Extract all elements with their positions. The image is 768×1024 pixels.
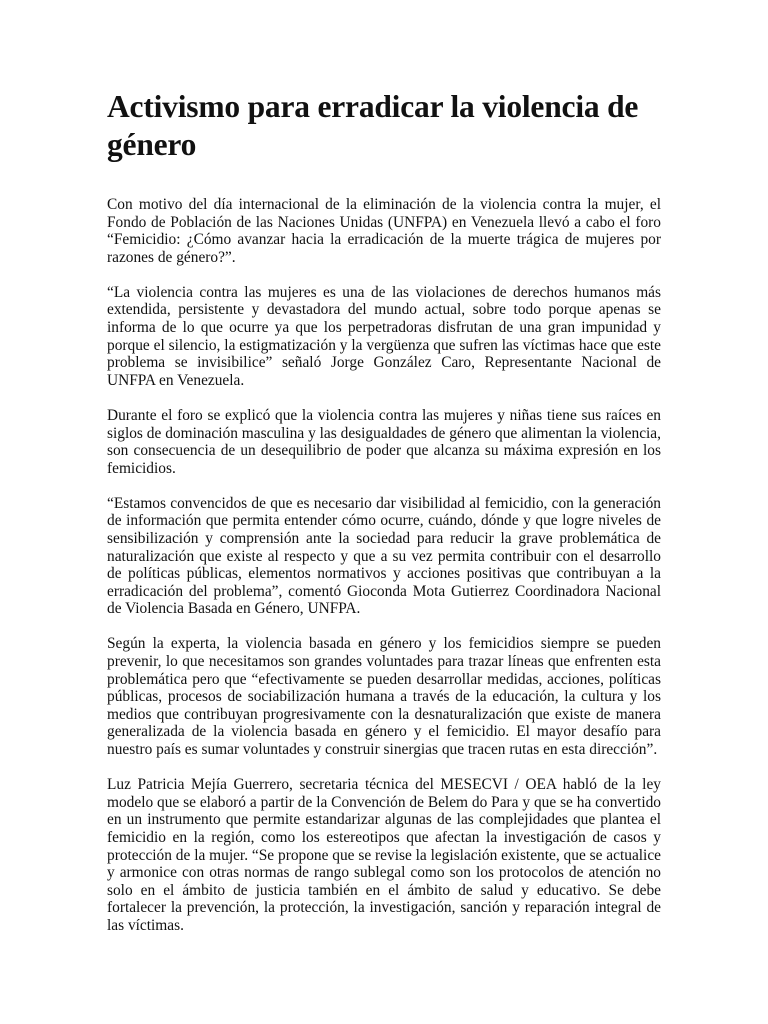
paragraph-1: Con motivo del día internacional de la eliminación de la violencia contra la mujer, el Fondo de Población de las Naciones Unidas (UNFPA) en Venezuela llevó a cabo el foro “Femicidio: ¿Cómo avanzar hacia la erradicación de la muerte trágica de mujeres por razones de género?”. xyxy=(107,196,661,266)
paragraph-3: Durante el foro se explicó que la violencia contra las mujeres y niñas tiene sus raíces en siglos de dominación masculina y las desigualdades de género que alimentan la violencia, son consecuencia de un desequilibrio de poder que alcanza su máxima expresión en los femicidios. xyxy=(107,406,661,477)
paragraph-6: Luz Patricia Mejía Guerrero, secretaria técnica del MESECVI / OEA habló de la ley modelo que se elaboró a partir de la Convención de Belem do Para y que se ha convertido en un instrumento que permite estandarizar algunas de las complejidades que plantea el femicidio en la región, como los estereotipos que afectan la investigación de casos y protección de la mujer. “Se propone que se revise la legislación existente, que se actualice y armonice con otras normas de rango sublegal como son los protocolos de atención no solo en el ámbito de justicia también en el ámbito de salud y educativo. Se debe fortalecer la prevención, la protección, la investigación, sanción y reparación integral de las víctimas. xyxy=(107,776,661,934)
document-title: Activismo para erradicar la violencia de género xyxy=(107,89,639,162)
paragraph-4: “Estamos convencidos de que es necesario dar visibilidad al femicidio, con la generación de información que permita entender cómo ocurre, cuándo, dónde y que logre niveles de sensibilización y comprensión ante la sociedad para reducir la grave problemática de naturalización que existe al respecto y que a su vez permita contribuir con el desarrollo de políticas públicas, elementos normativos y acciones positivas que contribuyan a la erradicación del problema”, comentó Gioconda Mota Gutierrez Coordinadora Nacional de Violencia Basada en Género, UNFPA. xyxy=(107,494,661,618)
paragraph-5: Según la experta, la violencia basada en género y los femicidios siempre se pueden prevenir, lo que necesitamos son grandes voluntades para trazar líneas que enfrenten esta problemática pero que “efectivamente se pueden desarrollar medidas, acciones, políticas públicas, procesos de sociabilización humana a través de la educación, la cultura y los medios que contribuyan progresivamente con la desnaturalización que existe de manera generalizada de la violencia basada en género y el femicidio. El mayor desafío para nuestro país es sumar voluntades y construir sinergias que tracen rutas en esta dirección”. xyxy=(107,635,661,759)
document-body xyxy=(107,196,661,934)
document-page xyxy=(107,0,661,952)
paragraph-2: “La violencia contra las mujeres es una de las violaciones de derechos humanos más extendida, persistente y devastadora del mundo actual, sobre todo porque apenas se informa de lo que ocurre ya que los perpetradoras disfrutan de una gran impunidad y porque el silencio, la estigmatización y la vergüenza que sufren las víctimas hace que este problema se invisibilice” señaló Jorge González Caro, Representante Nacional de UNFPA en Venezuela. xyxy=(107,283,661,389)
